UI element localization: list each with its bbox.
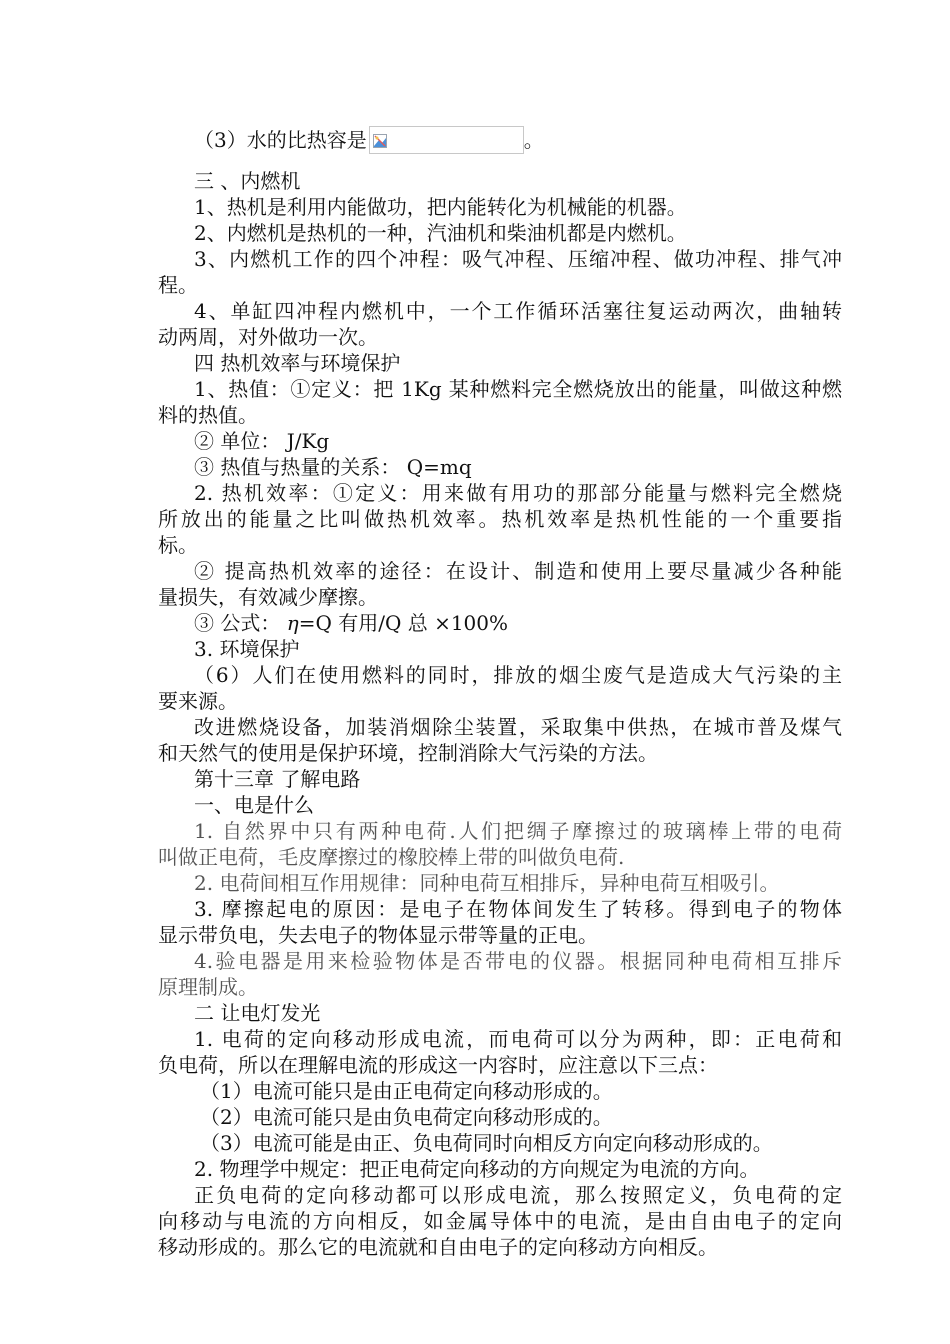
line-text: 。 (523, 128, 544, 152)
broken-image-placeholder (369, 126, 524, 154)
paragraph-line: 2. 物理学中规定：把正电荷定向移动的方向规定为电流的方向。 (194, 1157, 760, 1181)
paragraph-line: 显示带负电，失去电子的物体显示带等量的正电。 (158, 923, 598, 947)
paragraph-line: 2、内燃机是热机的一种，汽油机和柴油机都是内燃机。 (194, 221, 687, 245)
paragraph-line: 要来源。 (158, 689, 238, 713)
paragraph-line: 3、内燃机工作的四个冲程：吸气冲程、压缩冲程、做功冲程、排气冲 (194, 247, 842, 271)
formula-body: =Q 有用/Q 总 ×100% (298, 611, 508, 635)
line-text: （3）水的比热容是 (194, 128, 367, 152)
paragraph-line: 1. 电荷的定向移动形成电流，而电荷可以分为两种，即：正电荷和 (194, 1027, 842, 1051)
paragraph-line: 1、热值：①定义：把 1Kg 某种燃料完全燃烧放出的能量，叫做这种燃 (194, 377, 842, 401)
paragraph-line: 和天然气的使用是保护环境，控制消除大气污染的方法。 (158, 741, 658, 765)
paragraph-line: ③ 热值与热量的关系： Q=mq (194, 455, 472, 479)
paragraph-line: 所放出的能量之比叫做热机效率。热机效率是热机性能的一个重要指 (158, 507, 842, 531)
paragraph-line: （6）人们在使用燃料的同时，排放的烟尘废气是造成大气污染的主 (194, 663, 842, 687)
paragraph-line: 正负电荷的定向移动都可以形成电流，那么按照定义，负电荷的定 (194, 1183, 842, 1207)
paragraph-line: ② 提高热机效率的途径：在设计、制造和使用上要尽量减少各种能 (194, 559, 842, 583)
list-item: （3）电流可能是由正、负电荷同时向相反方向定向移动形成的。 (200, 1131, 773, 1155)
broken-image-icon (373, 134, 387, 148)
section-heading: 一、电是什么 (194, 793, 314, 817)
paragraph-line: ② 单位： J/Kg (194, 429, 330, 453)
section-heading: 二 让电灯发光 (194, 1001, 321, 1025)
list-item: （1）电流可能只是由正电荷定向移动形成的。 (200, 1079, 613, 1103)
paragraph-line: 标。 (158, 533, 198, 557)
paragraph-line: 1. 自然界中只有两种电荷.人们把绸子摩擦过的玻璃棒上带的电荷 (194, 819, 842, 843)
paragraph-line: 2. 热机效率：①定义：用来做有用功的那部分能量与燃料完全燃烧 (194, 481, 842, 505)
section-heading: 四 热机效率与环境保护 (194, 351, 401, 375)
paragraph-line: 动两周，对外做功一次。 (158, 325, 378, 349)
paragraph-line: 程。 (158, 273, 198, 297)
paragraph-line: 4.验电器是用来检验物体是否带电的仪器。根据同种电荷相互排斥 (194, 949, 842, 973)
section-heading: 3. 环境保护 (194, 637, 300, 661)
paragraph-line: 叫做正电荷，毛皮摩擦过的橡胶棒上带的叫做负电荷. (158, 845, 625, 869)
chapter-heading: 第十三章 了解电路 (194, 767, 361, 791)
paragraph-line: 1、热机是利用内能做功，把内能转化为机械能的机器。 (194, 195, 687, 219)
paragraph-line: 2. 电荷间相互作用规律：同种电荷互相排斥，异种电荷互相吸引。 (194, 871, 780, 895)
paragraph-line: 4、单缸四冲程内燃机中，一个工作循环活塞往复运动两次，曲轴转 (194, 299, 842, 323)
paragraph-line: 3. 摩擦起电的原因：是电子在物体间发生了转移。得到电子的物体 (194, 897, 842, 921)
paragraph-line: 料的热值。 (158, 403, 258, 427)
paragraph-line: 量损失，有效减少摩擦。 (158, 585, 378, 609)
document-page (158, 126, 842, 1260)
section-heading: 三 、内燃机 (194, 169, 301, 193)
paragraph-line: 改进燃烧设备，加装消烟除尘装置，采取集中供热，在城市普及煤气 (194, 715, 842, 739)
formula-label: ③ 公式： (194, 611, 287, 635)
paragraph-line: 向移动与电流的方向相反，如金属导体中的电流，是由自由电子的定向 (158, 1209, 842, 1233)
paragraph-line: 原理制成。 (158, 975, 258, 999)
paragraph-line: 移动形成的。那么它的电流就和自由电子的定向移动方向相反。 (158, 1235, 718, 1259)
eta-symbol: η (286, 611, 299, 635)
list-item: （2）电流可能只是由负电荷定向移动形成的。 (200, 1105, 613, 1129)
formula-line (158, 610, 842, 636)
line-specific-heat (158, 126, 842, 154)
paragraph-line: 负电荷，所以在理解电流的形成这一内容时，应注意以下三点： (158, 1053, 718, 1077)
